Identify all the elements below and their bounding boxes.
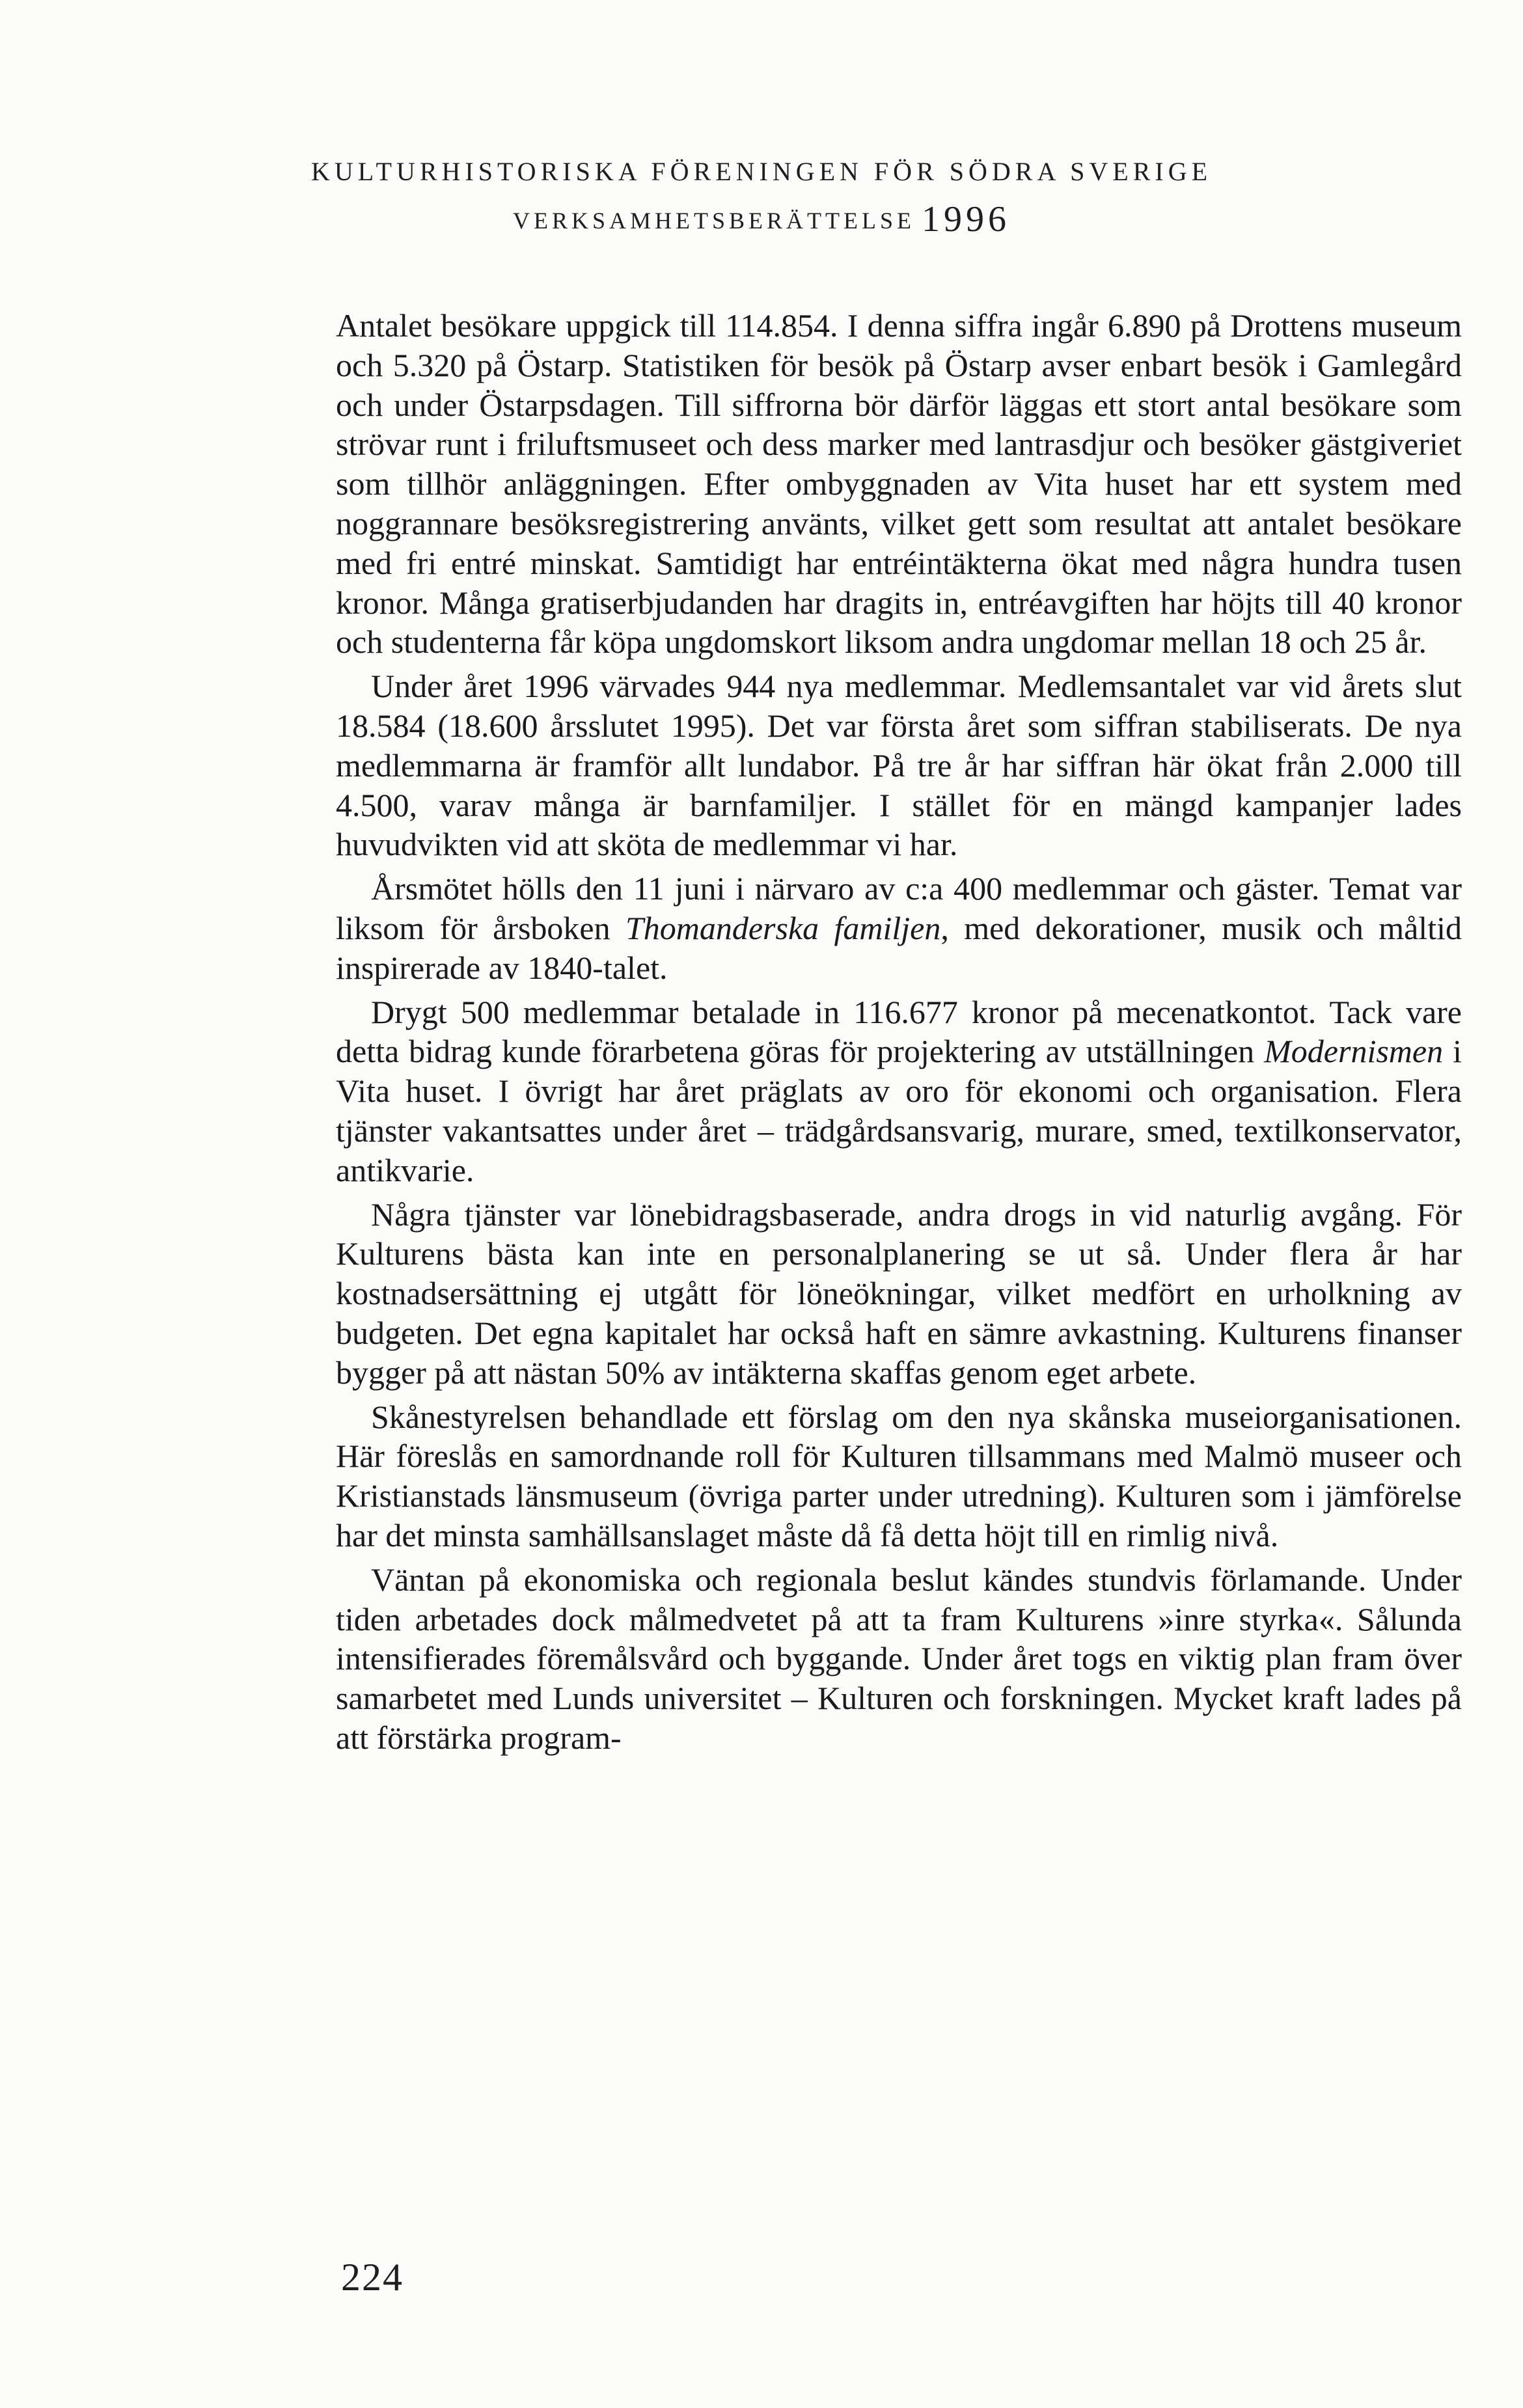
paragraph-text: Antalet besökare uppgick till 114.854. I denna siffra ingår 6.890 på Drottens museum och 5.320 på Östarp. Statistiken för besök på Östarp avser enbart besök i Gamlegård och under Östarpsdagen. Till siffrorna bör därför läggas ett stort antal besökare som strövar runt i friluftsmuseet och dess marker med lantrasdjur och besöker gästgiveriet som tillhör anläggningen. Efter ombyggnaden av Vita huset har ett system med noggrannare besöksregistrering använts, vilket gett som resultat att antalet besökare med fri entré minskat. Samtidigt har entréintäkterna ökat med några hundra tusen kronor. Många gratiserbjudanden har dragits in, entréavgiften har höjts till 40 kronor och studenterna får köpa ungdomskort liksom andra ungdomar mellan 18 och 25 år. [336,307,1462,661]
paragraph-waiting [336,1560,1462,1758]
paragraph-text: Årsmötet hölls den 11 juni i närvaro av c:a 400 medlemmar och gäster. Temat var liksom för årsboken [336,870,1462,946]
paragraph-visitors [336,306,1462,662]
paragraph-text: Under året 1996 värvades 944 nya medlemmar. Medlemsantalet var vid årets slut 18.584 (18.600 årsslutet 1995). Det var första året som siffran stabiliserats. De nya medlemmarna är framför allt lundabor. På tre år har siffran här ökat från 2.000 till 4.500, varav många är barnfamiljer. I stället för en mängd kampanjer lades huvudvikten vid att sköta de medlemmar vi har. [336,668,1462,863]
paragraph-staffing [336,1195,1462,1393]
running-head-report [0,198,1523,240]
paragraph-annual-meeting [336,869,1462,987]
body-text [336,306,1462,1762]
paragraph-text: Skånestyrelsen behandlade ett förslag om den nya skånska museiorganisationen. Här föreslås en samordnande roll för Kulturen tillsammans med Malmö museer och Kristianstads länsmuseum (övriga parter under utredning). Kulturen som i jämförelse har det minsta samhällsanslaget måste då få detta höjt till en rimlig nivå. [336,1398,1462,1553]
running-head-society: KULTURHISTORISKA FÖRENINGEN FÖR SÖDRA SVERIGE [310,157,1213,186]
paragraph-text: Drygt 500 medlemmar betalade in 116.677 kronor på mecenatkontot. Tack vare detta bidrag kunde förarbetena göras för projektering av utställningen [336,993,1462,1070]
paragraph-text: , med dekorationer, musik och måltid inspirerade av 1840-talet. [336,909,1462,986]
paragraph-members [336,666,1462,864]
running-head-year: 1996 [922,199,1010,239]
exhibition-title-emphasis: Modernismen [1264,1033,1444,1070]
paragraph-patrons [336,992,1462,1190]
book-title-emphasis: Thomanderska familjen [625,909,941,946]
paragraph-text: Några tjänster var lönebidragsbaserade, andra drogs in vid naturlig avgång. För Kulturens bästa kan inte en personalplanering se ut så. Under flera år har kostnadsersättning ej utgått för löneökningar, vilket medfört en urholkning av budgeten. Det egna kapitalet har också haft en sämre avkastning. Kulturens finanser bygger på att nästan 50% av intäkterna skaffas genom eget arbete. [336,1196,1462,1391]
running-head-report-title: VERKSAMHETSBERÄTTELSE [512,208,915,234]
paragraph-regional-board [336,1397,1462,1555]
page-number: 224 [341,2256,404,2299]
paragraph-text: i Vita huset. I övrigt har året präglats av oro för ekonomi och organisation. Flera tjänster vakantsattes under året – trädgårdsansvarig, murare, smed, textilkonservator, antikvarie. [336,1033,1462,1188]
paragraph-text: Väntan på ekonomiska och regionala beslut kändes stundvis förlamande. Under tiden arbetades dock målmedvetet på att ta fram Kulturens »inre styrka«. Sålunda intensifierades föremålsvård och byggande. Under året togs en viktig plan fram över samarbetet med Lunds universitet – Kulturen och forskningen. Mycket kraft lades på att förstärka program- [336,1561,1462,1756]
